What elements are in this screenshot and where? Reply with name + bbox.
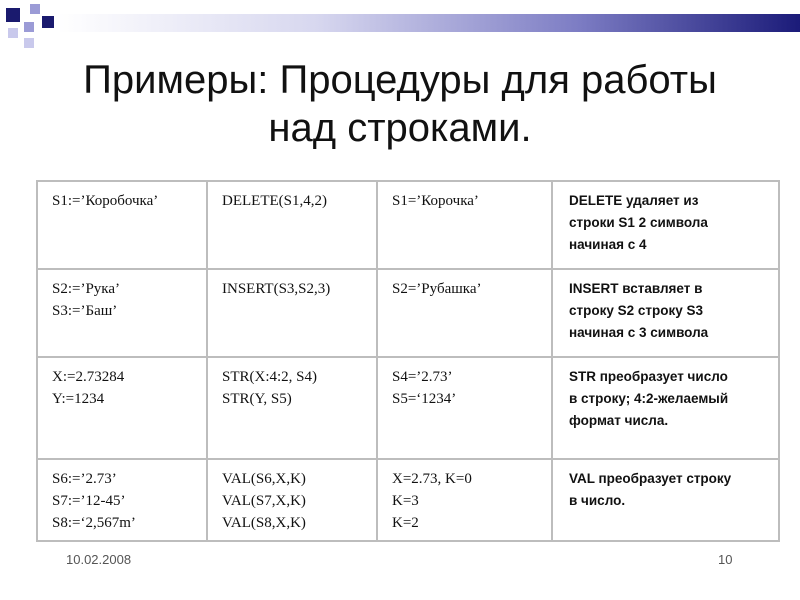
corner-square-6	[24, 38, 34, 48]
cell-line: X:=2.73284	[52, 369, 125, 385]
cell-line: S2:=’Рука’	[52, 281, 121, 297]
cell-line: VAL(S6,X,K)	[222, 471, 306, 487]
cell-result	[377, 459, 552, 541]
cell-call	[207, 357, 377, 459]
cell-line: VAL преобразует строку	[569, 471, 732, 486]
cell-line: начиная с 3 символа	[569, 325, 709, 340]
cell-line: VAL(S7,X,K)	[222, 493, 306, 509]
cell-line: в число.	[569, 493, 626, 508]
cell-source	[37, 269, 207, 357]
header-gradient-bar	[58, 14, 800, 32]
cell-source	[37, 357, 207, 459]
cell-line: формат числа.	[569, 413, 669, 428]
cell-line: S3:=’Баш’	[52, 303, 118, 319]
table-row	[37, 269, 779, 357]
corner-square-5	[42, 16, 54, 28]
cell-description	[552, 357, 779, 459]
table-row	[37, 459, 779, 541]
table-row	[37, 181, 779, 269]
cell-description	[552, 459, 779, 541]
cell-line: начиная с 4	[569, 237, 647, 252]
cell-line: INSERT(S3,S2,3)	[222, 281, 331, 297]
cell-line: STR(X:4:2, S4)	[222, 369, 318, 385]
cell-line: DELETE удаляет из	[569, 193, 699, 208]
slide-date: 10.02.2008	[66, 552, 132, 567]
cell-line: S2=’Рубашка’	[392, 281, 482, 297]
cell-result	[377, 181, 552, 269]
cell-result	[377, 269, 552, 357]
cell-result	[377, 357, 552, 459]
cell-line: в строку; 4:2-желаемый	[569, 391, 729, 406]
cell-call	[207, 459, 377, 541]
cell-line: строку S2 строку S3	[569, 303, 704, 318]
table-row	[37, 357, 779, 459]
cell-line: строки S1 2 символа	[569, 215, 708, 230]
cell-line: S6:=’2.73’	[52, 471, 117, 487]
cell-line: S5=‘1234’	[392, 391, 457, 407]
slide-page-number: 10	[718, 552, 733, 567]
slide-title-line-2: над строками.	[268, 106, 532, 150]
cell-line: INSERT вставляет в	[569, 281, 703, 296]
cell-source	[37, 181, 207, 269]
cell-line: STR(Y, S5)	[222, 391, 292, 407]
procedures-table	[36, 180, 780, 542]
cell-line: VAL(S8,X,K)	[222, 515, 306, 531]
cell-source	[37, 459, 207, 541]
cell-description	[552, 269, 779, 357]
corner-square-3	[8, 28, 18, 38]
cell-call	[207, 181, 377, 269]
slide-title-line-1: Примеры: Процедуры для работы	[83, 58, 717, 102]
cell-line: Y:=1234	[52, 391, 105, 407]
slide-title	[0, 56, 800, 152]
cell-line: X=2.73, K=0	[392, 471, 472, 487]
cell-call	[207, 269, 377, 357]
cell-line: S1:=’Коробочка’	[52, 193, 159, 209]
cell-line: S4=’2.73’	[392, 369, 453, 385]
cell-line: STR преобразует число	[569, 369, 728, 384]
corner-square-4	[24, 22, 34, 32]
cell-line: DELETE(S1,4,2)	[222, 193, 327, 209]
cell-line: S1=’Корочка’	[392, 193, 479, 209]
cell-description	[552, 181, 779, 269]
corner-square-2	[30, 4, 40, 14]
cell-line: K=3	[392, 493, 419, 509]
cell-line: S8:=‘2,567m’	[52, 515, 136, 531]
cell-line: K=2	[392, 515, 419, 531]
corner-square-1	[6, 8, 20, 22]
cell-line: S7:=’12-45’	[52, 493, 126, 509]
